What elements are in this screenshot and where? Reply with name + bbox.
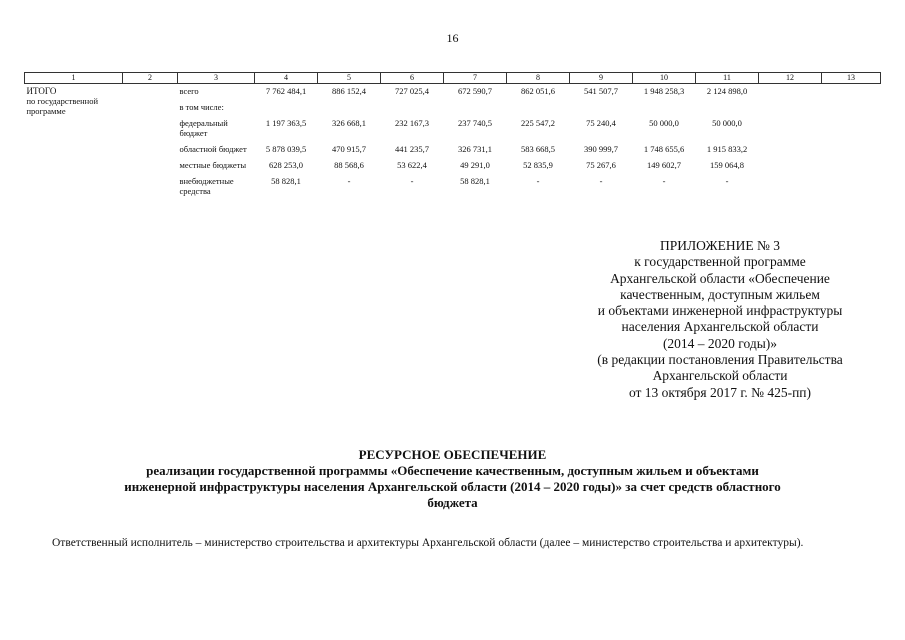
value-cell: 541 507,7 (584, 86, 618, 96)
value-cell: - (536, 176, 540, 186)
column-header: 7 (444, 73, 507, 84)
appendix-title: ПРИЛОЖЕНИЕ № 3 (659, 238, 781, 253)
value-cell: 326 731,1 (458, 144, 492, 154)
value-cell: 88 568,6 (334, 160, 364, 170)
value-cell: 232 167,3 (395, 118, 429, 128)
column-header: 6 (381, 73, 444, 84)
responsible-executor-paragraph: Ответственный исполнитель – министерство строительства и архитектуры Архангельской области (далее – министерство строительства и архитектуры). (52, 537, 804, 549)
appendix-line: качественным, доступным жильем (620, 286, 820, 302)
value-cell (633, 96, 696, 112)
value-cell: 58 828,1 (271, 176, 301, 186)
column-header: 11 (696, 73, 759, 84)
value-cell: 50 000,0 (649, 118, 679, 128)
value-cell: 583 668,5 (521, 144, 555, 154)
funding-source: внебюджетные средства (179, 176, 234, 196)
appendix-line: Архангельской области «Обеспечение (610, 270, 830, 286)
appendix-line: к государственной программе (634, 254, 806, 270)
value-cell (381, 96, 444, 112)
column-header: 4 (255, 73, 318, 84)
empty-cell (822, 84, 881, 97)
value-cell: 862 051,6 (521, 86, 555, 96)
value-cell: 5 878 039,5 (265, 144, 307, 154)
value-cell (444, 96, 507, 112)
value-cell: 326 668,1 (332, 118, 366, 128)
value-cell (696, 96, 759, 112)
value-cell (570, 96, 633, 112)
value-cell (507, 96, 570, 112)
document-heading (40, 447, 865, 511)
funding-source: федеральный бюджет (179, 118, 228, 138)
value-cell: - (725, 176, 729, 186)
appendix-line: Архангельской области (652, 368, 788, 384)
appendix-line: населения Архангельской области (621, 319, 819, 335)
value-cell (318, 96, 381, 112)
funding-source: в том числе: (179, 102, 224, 112)
value-cell: 58 828,1 (460, 176, 490, 186)
appendix-block (570, 238, 870, 401)
value-cell: 49 291,0 (460, 160, 490, 170)
empty-cell (759, 138, 822, 154)
heading-title: РЕСУРСНОЕ ОБЕСПЕЧЕНИЕ (358, 447, 547, 462)
value-cell: 75 267,6 (586, 160, 616, 170)
empty-cell (822, 96, 881, 112)
value-cell: 149 602,7 (647, 160, 681, 170)
value-cell: 886 152,4 (332, 86, 366, 96)
value-cell: 2 124 898,0 (706, 86, 748, 96)
appendix-line: и объектами инженерной инфраструктуры (597, 303, 843, 319)
value-cell: 75 240,4 (586, 118, 616, 128)
total-label-line: ИТОГО (26, 86, 57, 96)
heading-line: инженерной инфраструктуры населения Архангельской области (2014 – 2020 годы)» за счет средств областного (124, 479, 781, 494)
total-label-line: по государственной (26, 96, 99, 106)
value-cell: 441 235,7 (395, 144, 429, 154)
value-cell: 237 740,5 (458, 118, 492, 128)
empty-cell (822, 112, 881, 138)
value-cell (255, 96, 318, 112)
empty-cell (822, 154, 881, 170)
value-cell: 1 748 655,6 (643, 144, 685, 154)
value-cell: - (599, 176, 603, 186)
heading-line: реализации государственной программы «Обеспечение качественным, доступным жильем и объектами (146, 463, 759, 478)
appendix-line: (2014 – 2020 годы)» (662, 335, 778, 351)
empty-cell (759, 170, 822, 196)
value-cell: 1 948 258,3 (643, 86, 685, 96)
appendix-line: от 13 октября 2017 г. № 425-пп) (628, 384, 812, 400)
table-header-row (25, 73, 881, 84)
value-cell: - (347, 176, 351, 186)
value-cell: 727 025,4 (395, 86, 429, 96)
value-cell: 7 762 484,1 (265, 86, 307, 96)
value-cell: 628 253,0 (269, 160, 303, 170)
value-cell: 159 064,8 (710, 160, 744, 170)
value-cell: - (410, 176, 414, 186)
column-header: 10 (633, 73, 696, 84)
value-cell: - (662, 176, 666, 186)
heading-line: бюджета (427, 495, 478, 510)
value-cell: 50 000,0 (712, 118, 742, 128)
value-cell: 53 622,4 (397, 160, 427, 170)
table-row (25, 84, 881, 97)
empty-cell (822, 170, 881, 196)
column-header: 3 (178, 73, 255, 84)
column-header: 2 (123, 73, 178, 84)
total-program-label (25, 84, 123, 197)
value-cell: 390 999,7 (584, 144, 618, 154)
column-header: 9 (570, 73, 633, 84)
empty-cell (759, 112, 822, 138)
empty-cell (759, 96, 822, 112)
empty-cell (759, 154, 822, 170)
empty-cell (123, 84, 178, 197)
column-header: 13 (822, 73, 881, 84)
column-header: 12 (759, 73, 822, 84)
value-cell: 1 915 833,2 (706, 144, 748, 154)
funding-source: областной бюджет (179, 144, 247, 154)
column-header: 8 (507, 73, 570, 84)
value-cell: 52 835,9 (523, 160, 553, 170)
funding-source: местные бюджеты (179, 160, 247, 170)
empty-cell (822, 138, 881, 154)
total-label-line: программе (26, 106, 66, 116)
value-cell: 225 547,2 (521, 118, 555, 128)
page-number: 16 (446, 31, 459, 45)
empty-cell (759, 84, 822, 97)
value-cell: 672 590,7 (458, 86, 492, 96)
value-cell: 470 915,7 (332, 144, 366, 154)
column-header: 5 (318, 73, 381, 84)
column-header: 1 (25, 73, 123, 84)
appendix-line: (в редакции постановления Правительства (597, 352, 843, 368)
funding-source: всего (179, 86, 199, 96)
value-cell: 1 197 363,5 (265, 118, 307, 128)
financing-table (24, 72, 881, 196)
